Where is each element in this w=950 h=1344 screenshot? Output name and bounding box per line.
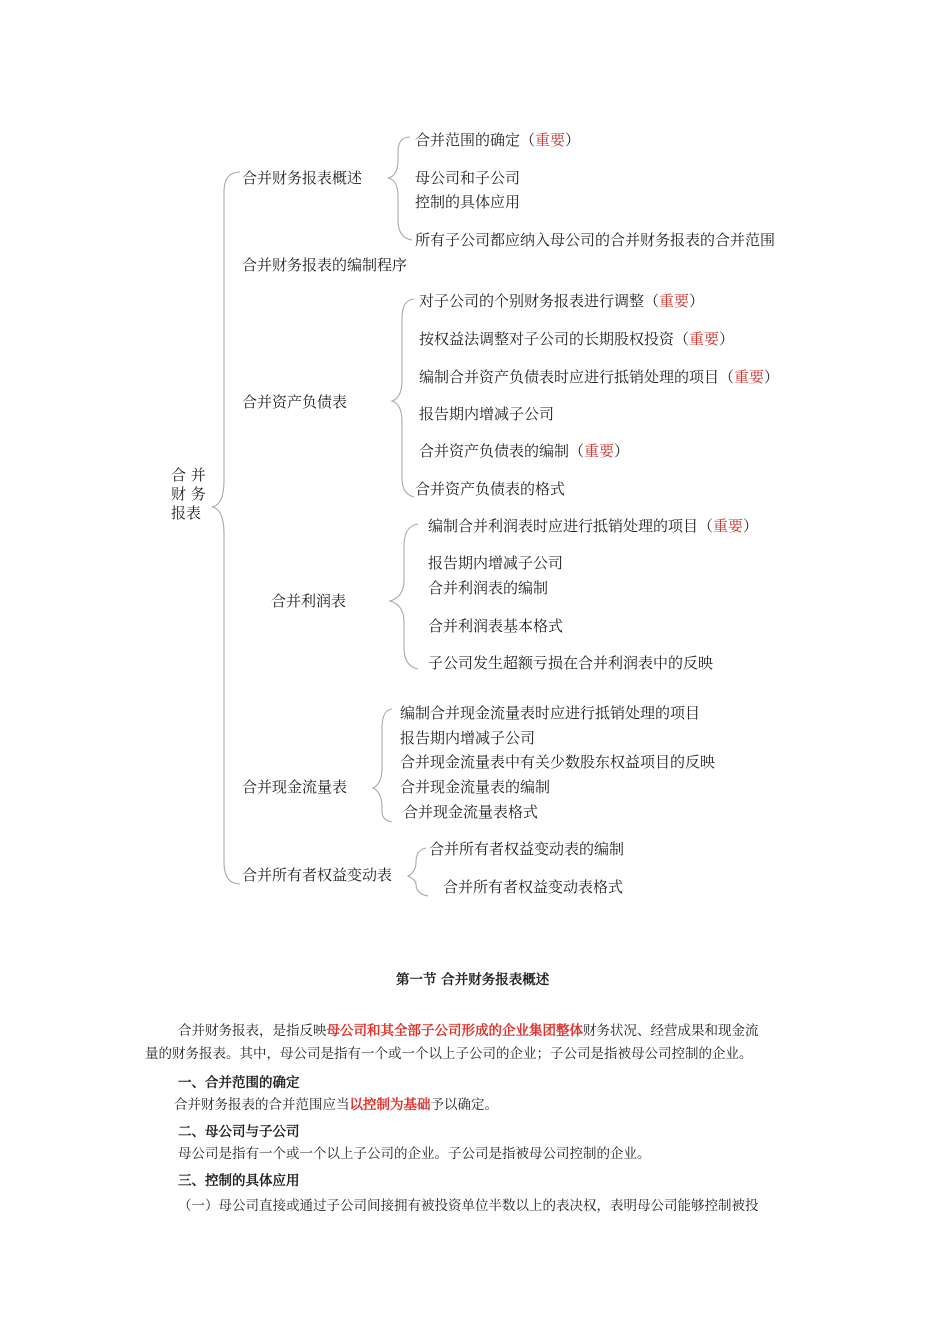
leaf-item: 报告期内增减子公司 [428,554,564,572]
important-tag: 重要 [659,292,690,310]
control-text: （一）母公司直接或通过子公司间接拥有被投资单位半数以上的表决权，表明母公司能够控制被投 [178,1198,759,1214]
section-title-overview: 合并财务报表概述 [242,169,363,187]
intro-line-2: 量的财务报表。其中，母公司是指有一个或一个以上子公司的企业；子公司是指被母公司控制的企业。 [145,1046,753,1062]
intro-highlight: 母公司和其全部子公司形成的企业集团整体 [326,1023,583,1039]
section-title-equity-changes: 合并所有者权益变动表 [242,866,393,884]
section-title-procedure: 合并财务报表的编制程序 [242,256,408,274]
intro-line-1: 合并财务报表，是指反映母公司和其全部子公司形成的企业集团整体财务状况、经营成果和现金流 [178,1023,759,1039]
leaf-item: 合并现金流量表格式 [403,803,539,821]
root-label [171,466,206,523]
leaf-item: 报告期内增减子公司 [400,729,536,747]
important-tag: 重要 [734,368,765,386]
section-4-brace [390,524,418,669]
section-title-income-statement: 合并利润表 [271,592,347,610]
leaf-item: 合并所有者权益变动表格式 [443,878,624,896]
root-label-line-2: 财 务 [171,485,206,503]
leaf-item: 子公司发生超额亏损在合并利润表中的反映 [428,654,714,672]
heading-scope: 一、合并范围的确定 [178,1075,300,1091]
scope-text: 合并财务报表的合并范围应当以控制为基础予以确定。 [174,1097,498,1113]
leaf-item: 编制合并资产负债表时应进行抵销处理的项目（重要） [419,368,780,386]
important-tag: 重要 [535,131,566,149]
important-tag: 重要 [713,517,744,535]
important-tag: 重要 [689,330,720,348]
root-label-line-1: 合 并 [171,466,206,484]
leaf-item: 对子公司的个别财务报表进行调整（重要） [419,292,705,310]
heading-parent-sub: 二、母公司与子公司 [178,1124,300,1140]
leaf-item: 合并资产负债表的格式 [415,480,566,498]
scope-highlight: 以控制为基础 [349,1097,431,1113]
leaf-item: 合并利润表的编制 [428,579,549,597]
leaf-item: 编制合并现金流量表时应进行抵销处理的项目 [400,704,701,722]
section-3-brace [392,299,414,497]
section-6-brace [408,848,428,896]
leaf-item: 报告期内增减子公司 [419,405,555,423]
leaf-item: 母公司和子公司 [415,169,521,187]
leaf-item: 所有子公司都应纳入母公司的合并财务报表的合并范围 [415,231,776,249]
leaf-item: 按权益法调整对子公司的长期股权投资（重要） [419,330,735,348]
section-title-balance-sheet: 合并资产负债表 [242,393,348,411]
leaf-item: 合并所有者权益变动表的编制 [429,840,625,858]
root-label-line-3: 报表 [171,504,202,522]
section-1-brace [388,137,412,240]
section-title-cash-flow: 合并现金流量表 [242,778,348,796]
leaf-item: 编制合并利润表时应进行抵销处理的项目（重要） [428,517,759,535]
leaf-item: 合并现金流量表中有关少数股东权益项目的反映 [400,753,716,771]
section-5-brace [373,709,392,822]
leaf-item: 合并资产负债表的编制（重要） [419,442,630,460]
parent-sub-text: 母公司是指有一个或一个以上子公司的企业。子公司是指被母公司控制的企业。 [178,1146,651,1162]
chapter-title: 第一节 合并财务报表概述 [396,972,550,988]
leaf-item: 合并利润表基本格式 [428,617,564,635]
root-brace [212,172,240,884]
leaf-item: 合并现金流量表的编制 [400,778,551,796]
leaf-item: 控制的具体应用 [415,193,521,211]
leaf-item: 合并范围的确定（重要） [415,131,581,149]
important-tag: 重要 [584,442,615,460]
heading-control: 三、控制的具体应用 [178,1173,300,1189]
